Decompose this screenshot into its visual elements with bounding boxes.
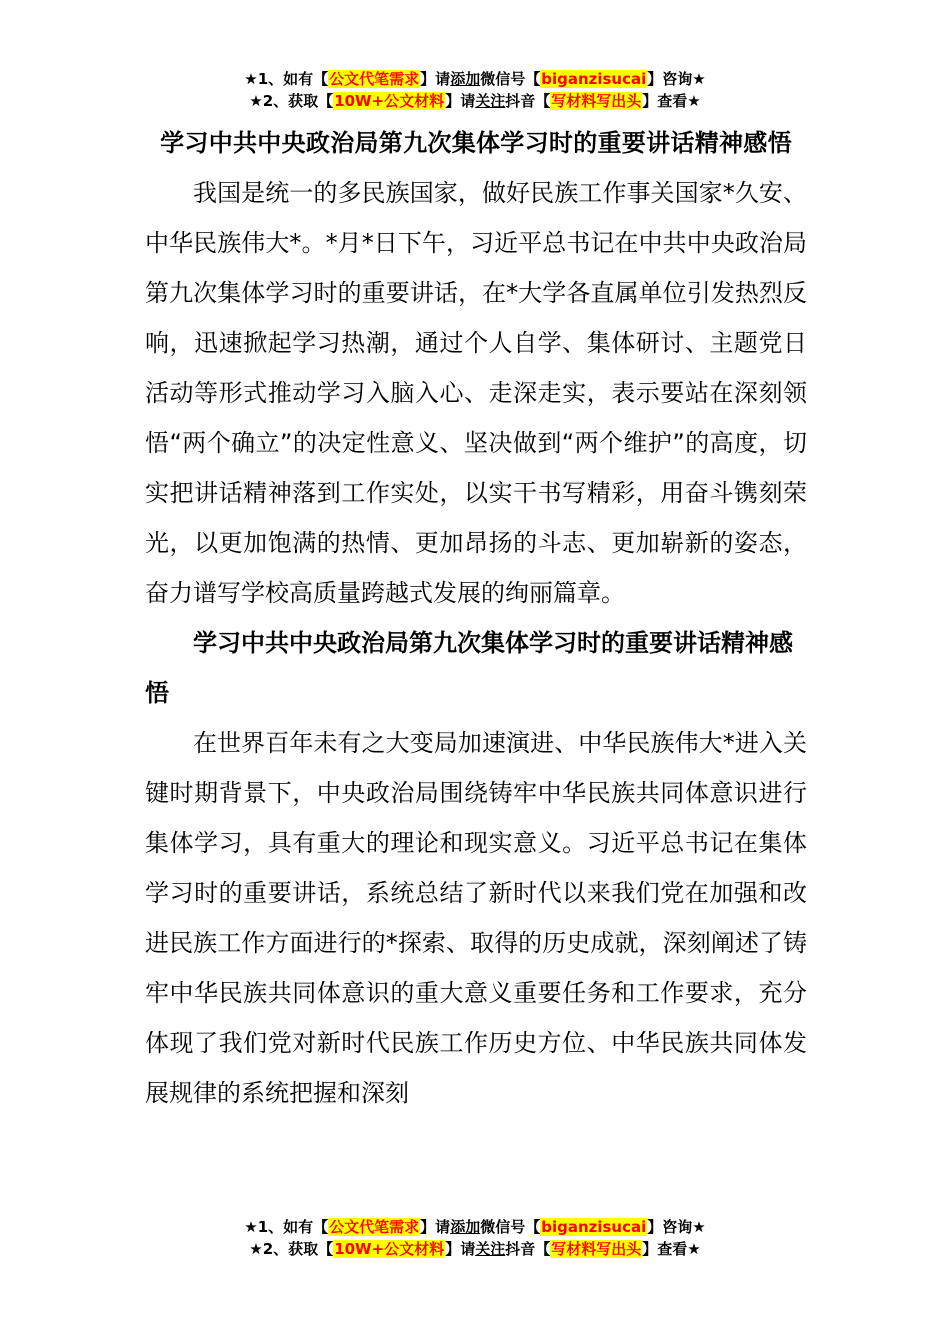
promo-highlight-wechat: biganzisucai (541, 1218, 647, 1236)
promo-highlight: 公文代笔需求 (329, 70, 420, 88)
promo-underlined: 关注 (475, 92, 506, 110)
promo-line-1 (0, 68, 950, 90)
paragraph-intro: 我国是统一的多民族国家，做好民族工作事关国家*久安、中华民族伟大*。*月*日下午，习近平总书记在中共中央政治局第九次集体学习时的重要讲话，在*大学各直属单位引发热烈反响，迅速掀起学习热潮，通过个人自学、集体研讨、主题党日活动等形式推动学习入脑入心、走深走实，表示要站在深刻领悟“两个确立”的决定性意义、坚决做到“两个维护”的高度，切实把讲话精神落到工作实处，以实干书写精彩，用奋斗镌刻荣光，以更加饱满的热情、更加昂扬的斗志、更加崭新的姿态，奋力谱写学校高质量跨越式发展的绚丽篇章。 (145, 179, 807, 607)
promo-underlined: 关注 (475, 1240, 506, 1258)
promo-text: 】请 (420, 1218, 451, 1236)
promo-line-2 (0, 90, 950, 112)
paragraph-body: 在世界百年未有之大变局加速演进、中华民族伟大*进入关键时期背景下，中央政治局围绕铸牢中华民族共同体意识进行集体学习，具有重大的理论和现实意义。习近平总书记在集体学习时的重要讲话，系统总结了新时代以来我们党在加强和改进民族工作方面进行的*探索、取得的历史成就，深刻阐述了铸牢中华民族共同体意识的重大意义重要任务和工作要求，充分体现了我们党对新时代民族工作历史方位、中华民族共同体发展规律的系统把握和深刻 (145, 729, 807, 1107)
promo-line-1 (0, 1216, 950, 1238)
promo-text: 】咨询★ (647, 1218, 706, 1236)
promo-text: 微信号【 (480, 70, 541, 88)
promo-text: 】请 (445, 1240, 476, 1258)
promo-text: 】请 (445, 92, 476, 110)
promo-highlight: 10W+公文材料 (334, 1240, 445, 1258)
promo-text: 】查看★ (642, 1240, 701, 1258)
section-heading: 学习中共中央政治局第九次集体学习时的重要讲话精神感悟 (145, 629, 793, 707)
promo-text: 抖音【 (505, 1240, 551, 1258)
promo-highlight-douyin: 写材料写出头 (551, 1240, 642, 1258)
document-title: 学习中共中央政治局第九次集体学习时的重要讲话精神感悟 (160, 129, 792, 157)
promo-text: 】咨询★ (647, 70, 706, 88)
promo-highlight-wechat: biganzisucai (541, 70, 647, 88)
promo-text: 】查看★ (642, 92, 701, 110)
promo-text: ★1、如有【 (244, 70, 329, 88)
promo-underlined: 添加 (450, 70, 481, 88)
promo-highlight: 公文代笔需求 (329, 1218, 420, 1236)
promo-text: 抖音【 (505, 92, 551, 110)
promo-text: 微信号【 (480, 1218, 541, 1236)
promo-highlight: 10W+公文材料 (334, 92, 445, 110)
promo-text: ★2、获取【 (249, 1240, 334, 1258)
header-promo-banner (0, 68, 950, 112)
promo-text: ★1、如有【 (244, 1218, 329, 1236)
document-body (145, 118, 807, 1118)
promo-text: ★2、获取【 (249, 92, 334, 110)
promo-highlight-douyin: 写材料写出头 (551, 92, 642, 110)
promo-text: 】请 (420, 70, 451, 88)
promo-underlined: 添加 (450, 1218, 481, 1236)
footer-promo-banner (0, 1216, 950, 1260)
promo-line-2 (0, 1238, 950, 1260)
